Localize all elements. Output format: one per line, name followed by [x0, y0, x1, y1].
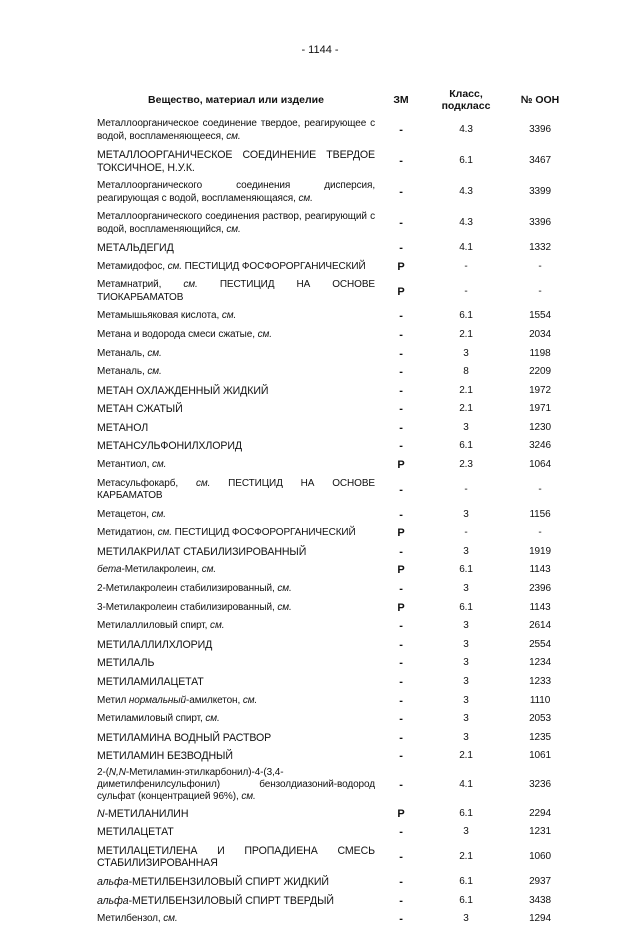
zm-cell: P: [397, 807, 405, 820]
italic-text: см.: [163, 913, 178, 925]
substance-text: Метантиол,: [97, 459, 153, 471]
substance-cell: [97, 456, 375, 475]
table-row: [97, 823, 575, 842]
substances-table: [97, 85, 575, 929]
zm-cell: -: [399, 155, 403, 168]
un-number-cell: 2034: [529, 328, 551, 340]
substance-text: МЕТАН ОХЛАЖДЕННЫЙ ЖИДКИЙ: [97, 384, 269, 397]
substance-text: -Метиламин-этилкарбонил)-4-(3,4-диметилфенилсульфонил) бензолдиазоний-водород сульфат (концентрацией 96%),: [97, 766, 375, 803]
substance-cell: [97, 673, 375, 692]
table-row: [97, 892, 575, 911]
un-number-cell: 1143: [529, 601, 551, 613]
substance-text: Метил: [97, 694, 129, 706]
table-row: [97, 617, 575, 636]
substance-cell: [97, 382, 375, 401]
zm-cell: -: [399, 583, 403, 596]
class-cell: 6.1: [459, 601, 473, 613]
substance-text: Метамышьяковая кислота,: [97, 310, 222, 322]
class-cell: -: [464, 260, 468, 272]
un-number-cell: 2937: [529, 876, 551, 888]
zm-cell: -: [399, 731, 403, 744]
table-row: [97, 710, 575, 729]
zm-cell: -: [399, 779, 403, 792]
italic-text: см.: [277, 601, 292, 613]
table-row: [97, 326, 575, 345]
table-row: [97, 276, 575, 307]
class-cell: 6.1: [459, 564, 473, 576]
un-number-cell: 2554: [529, 638, 551, 650]
substance-text: МЕТИЛАМИЛАЦЕТАТ: [97, 676, 204, 689]
zm-cell: -: [399, 242, 403, 255]
un-number-cell: 2053: [529, 713, 551, 725]
substance-text: МЕТАНОЛ: [97, 421, 149, 434]
zm-cell: -: [399, 894, 403, 907]
class-cell: 6.1: [459, 876, 473, 888]
substance-cell: [97, 729, 375, 748]
class-cell: 4.1: [459, 779, 473, 791]
substance-cell: [97, 691, 375, 710]
substance-cell: [97, 326, 375, 345]
italic-text: см.: [221, 310, 237, 322]
un-number-cell: 1235: [529, 731, 551, 743]
italic-text: см.: [205, 713, 220, 725]
un-number-cell: 3438: [529, 894, 551, 906]
table-row: [97, 842, 575, 873]
table-row: [97, 580, 575, 599]
class-cell: 6.1: [459, 440, 473, 452]
substance-cell: [97, 710, 375, 729]
substance-cell: [97, 823, 375, 842]
un-number-cell: -: [538, 527, 542, 539]
substance-text: Метидатион,: [97, 527, 158, 539]
substance-text: -Метилакролеин,: [121, 564, 202, 576]
substance-cell: [97, 599, 375, 618]
un-number-cell: 3399: [529, 186, 551, 198]
substance-cell: [97, 747, 375, 766]
class-cell: 3: [463, 713, 469, 725]
italic-text: см.: [183, 279, 198, 291]
class-cell: 2.1: [459, 328, 473, 340]
table-header-row: [97, 85, 575, 115]
zm-cell: P: [397, 601, 405, 614]
substance-text: -МЕТИЛАНИЛИН: [104, 807, 189, 820]
italic-text: N: [97, 807, 105, 820]
table-row: [97, 400, 575, 419]
class-cell: 2.1: [459, 750, 473, 762]
italic-text: см.: [277, 583, 292, 595]
substance-cell: [97, 543, 375, 562]
page-number: - 1144 -: [301, 44, 339, 56]
substance-text: ПЕСТИЦИД ФОСФОРОРГАНИЧЕСКИЙ: [181, 260, 366, 272]
substance-cell: [97, 873, 375, 892]
zm-cell: -: [399, 328, 403, 341]
un-number-cell: 1230: [529, 421, 551, 433]
un-number-cell: 1060: [529, 851, 551, 863]
italic-text: см.: [201, 564, 217, 576]
zm-cell: P: [397, 285, 405, 298]
zm-cell: -: [399, 750, 403, 763]
class-cell: 2.1: [459, 403, 473, 415]
substance-cell: [97, 506, 375, 525]
class-cell: 3: [463, 508, 469, 520]
un-number-cell: 1064: [529, 459, 551, 471]
substance-cell: [97, 561, 375, 580]
table-row: [97, 747, 575, 766]
table-row: [97, 258, 575, 277]
class-cell: 6.1: [459, 894, 473, 906]
substance-text: ПЕСТИЦИД НА ОСНОВЕ КАРБАМАТОВ: [97, 477, 375, 502]
substance-text: Метамидофос,: [97, 260, 168, 272]
italic-text: см.: [195, 477, 211, 489]
italic-text: см.: [257, 328, 272, 340]
substance-text: Метасульфокарб,: [97, 477, 196, 489]
table-row: [97, 307, 575, 326]
italic-text: бета: [97, 564, 122, 576]
un-number-cell: -: [538, 483, 542, 495]
substance-text: МЕТИЛАМИНА ВОДНЫЙ РАСТВОР: [97, 731, 272, 744]
substance-cell: [97, 805, 375, 824]
zm-cell: -: [399, 713, 403, 726]
italic-text: см.: [241, 791, 256, 803]
table-row: [97, 766, 575, 805]
table-row: [97, 599, 575, 618]
substance-cell: [97, 617, 375, 636]
substance-text: МЕТИЛАЛЬ: [97, 657, 155, 670]
class-cell: -: [464, 527, 468, 539]
header-class-line2: подкласс: [441, 100, 491, 112]
table-row: [97, 239, 575, 258]
table-row: [97, 910, 575, 929]
header-zm: ЗМ: [393, 94, 409, 106]
table-row: [97, 382, 575, 401]
substance-text: Металлоорганическое соединение твердое, реагирующее с водой, воспламеняющееся,: [97, 118, 375, 142]
un-number-cell: 1156: [529, 508, 551, 520]
substance-text: Метаналь,: [97, 366, 148, 378]
substance-cell: [97, 419, 375, 438]
class-cell: 3: [463, 620, 469, 632]
substance-text: Метиламиловый спирт,: [97, 713, 206, 725]
substance-text: МЕТИЛАМИН БЕЗВОДНЫЙ: [97, 750, 233, 763]
un-number-cell: 1919: [529, 545, 551, 557]
substance-cell: [97, 307, 375, 326]
un-number-cell: 3236: [529, 779, 551, 791]
zm-cell: P: [397, 527, 405, 540]
un-number-cell: 3396: [529, 217, 551, 229]
un-number-cell: 3396: [529, 124, 551, 136]
zm-cell: -: [399, 620, 403, 633]
substance-cell: [97, 654, 375, 673]
substance-cell: [97, 146, 375, 177]
italic-text: см.: [242, 694, 258, 706]
substance-text: Металлоорганического соединения дисперсия, реагирующая с водой, воспламеняющаяся,: [97, 180, 375, 204]
zm-cell: -: [399, 186, 403, 199]
class-cell: 3: [463, 694, 469, 706]
substance-text: Метилбензол,: [97, 913, 164, 925]
italic-text: N,N: [108, 766, 126, 778]
italic-text: см.: [147, 347, 162, 359]
class-cell: 3: [463, 421, 469, 433]
table-row: [97, 506, 575, 525]
class-cell: -: [464, 483, 468, 495]
un-number-cell: -: [538, 285, 542, 297]
table-row: [97, 729, 575, 748]
table-row: [97, 561, 575, 580]
class-cell: 3: [463, 676, 469, 688]
class-cell: 2.1: [459, 384, 473, 396]
un-number-cell: 1061: [529, 750, 551, 762]
substance-text: МЕТАЛЛООРГАНИЧЕСКОЕ СОЕДИНЕНИЕ ТВЕРДОЕ ТОКСИЧНОЕ, Н.У.К.: [97, 149, 375, 174]
table-row: [97, 363, 575, 382]
zm-cell: -: [399, 913, 403, 926]
italic-text: см.: [298, 192, 313, 204]
substance-text: МЕТИЛАЦЕТАТ: [97, 826, 174, 839]
un-number-cell: 1110: [529, 694, 551, 706]
substance-cell: [97, 475, 375, 506]
substance-text: МЕТАН СЖАТЫЙ: [97, 403, 183, 416]
table-row: [97, 524, 575, 543]
table-row: [97, 146, 575, 177]
substance-cell: [97, 580, 375, 599]
un-number-cell: 1971: [529, 403, 551, 415]
table-row: [97, 543, 575, 562]
substance-cell: [97, 276, 375, 307]
zm-cell: -: [399, 310, 403, 323]
un-number-cell: 2294: [529, 807, 551, 819]
substance-text: Метаналь,: [97, 347, 148, 359]
substance-cell: [97, 437, 375, 456]
italic-text: см.: [151, 508, 166, 520]
header-substance: Вещество, материал или изделие: [148, 94, 324, 106]
zm-cell: -: [399, 508, 403, 521]
zm-cell: -: [399, 876, 403, 889]
zm-cell: -: [399, 545, 403, 558]
class-cell: 3: [463, 638, 469, 650]
class-cell: -: [464, 285, 468, 297]
zm-cell: -: [399, 440, 403, 453]
substance-cell: [97, 344, 375, 363]
substance-cell: [97, 524, 375, 543]
table-row: [97, 673, 575, 692]
substance-text: -МЕТИЛБЕНЗИЛОВЫЙ СПИРТ ЖИДКИЙ: [128, 876, 329, 889]
header-class-line1: Класс,: [449, 88, 483, 100]
substance-text: -амилкетон,: [186, 694, 243, 706]
table-row: [97, 115, 575, 146]
substance-text: 2-(: [97, 766, 109, 778]
un-number-cell: 2614: [529, 620, 551, 632]
table-row: [97, 344, 575, 363]
table-row: [97, 419, 575, 438]
class-cell: 2.3: [459, 459, 473, 471]
class-cell: 3: [463, 731, 469, 743]
italic-text: альфа: [97, 876, 129, 889]
substance-text: МЕТИЛАКРИЛАТ СТАБИЛИЗИРОВАННЫЙ: [97, 545, 307, 558]
un-number-cell: 1143: [529, 564, 551, 576]
substance-cell: [97, 636, 375, 655]
table-row: [97, 177, 575, 208]
header-class: [427, 85, 505, 115]
table-row: [97, 654, 575, 673]
italic-text: см.: [167, 260, 182, 272]
un-number-cell: 1332: [529, 242, 551, 254]
substance-cell: [97, 766, 375, 805]
italic-text: см.: [226, 130, 241, 142]
substance-cell: [97, 892, 375, 911]
class-cell: 4.3: [459, 186, 473, 198]
class-cell: 6.1: [459, 310, 473, 322]
table-row: [97, 208, 575, 239]
zm-cell: -: [399, 694, 403, 707]
table-row: [97, 437, 575, 456]
class-cell: 3: [463, 826, 469, 838]
zm-cell: -: [399, 347, 403, 360]
class-cell: 6.1: [459, 807, 473, 819]
table-row: [97, 456, 575, 475]
class-cell: 3: [463, 583, 469, 595]
substance-text: Метана и водорода смеси сжатые,: [97, 328, 258, 340]
header-un-number: № ООН: [520, 94, 560, 106]
zm-cell: P: [397, 564, 405, 577]
un-number-cell: 1231: [529, 826, 551, 838]
substance-text: ПЕСТИЦИД ФОСФОРОРГАНИЧЕСКИЙ: [171, 527, 356, 539]
un-number-cell: 1198: [529, 347, 551, 359]
un-number-cell: 3246: [529, 440, 551, 452]
italic-text: см.: [210, 620, 225, 632]
substance-cell: [97, 910, 375, 929]
un-number-cell: 3467: [529, 155, 551, 167]
substance-text: МЕТАЛЬДЕГИД: [97, 242, 174, 255]
table-row: [97, 805, 575, 824]
table-row: [97, 873, 575, 892]
italic-text: см.: [157, 527, 172, 539]
substance-text: МЕТИЛАЦЕТИЛЕНА И ПРОПАДИЕНА СМЕСЬ СТАБИЛИЗИРОВАННАЯ: [97, 845, 375, 870]
zm-cell: -: [399, 851, 403, 864]
table-row: [97, 636, 575, 655]
zm-cell: -: [399, 217, 403, 230]
zm-cell: -: [399, 826, 403, 839]
un-number-cell: 2209: [529, 366, 551, 378]
un-number-cell: 1294: [529, 913, 551, 925]
substance-cell: [97, 363, 375, 382]
un-number-cell: 2396: [529, 583, 551, 595]
substance-text: МЕТАНСУЛЬФОНИЛХЛОРИД: [97, 440, 242, 453]
italic-text: альфа: [97, 894, 129, 907]
class-cell: 4.3: [459, 217, 473, 229]
table-body: [97, 115, 575, 929]
zm-cell: -: [399, 366, 403, 379]
zm-cell: P: [397, 459, 405, 472]
zm-cell: P: [397, 260, 405, 273]
substance-text: 3-Метилакролеин стабилизированный,: [97, 601, 278, 613]
class-cell: 4.3: [459, 124, 473, 136]
class-cell: 3: [463, 913, 469, 925]
substance-text: Метамнатрий,: [97, 279, 184, 291]
substance-cell: [97, 842, 375, 873]
class-cell: 8: [463, 366, 469, 378]
zm-cell: -: [399, 421, 403, 434]
zm-cell: -: [399, 384, 403, 397]
substance-text: ПЕСТИЦИД НА ОСНОВЕ ТИОКАРБАМАТОВ: [97, 279, 375, 303]
substance-text: Металлоорганического соединения раствор, реагирующий с водой, воспламеняющийся,: [97, 211, 375, 235]
class-cell: 3: [463, 657, 469, 669]
substance-text: 2-Метилакролеин стабилизированный,: [97, 583, 278, 595]
un-number-cell: 1234: [529, 657, 551, 669]
zm-cell: -: [399, 657, 403, 670]
italic-text: см.: [226, 223, 241, 235]
class-cell: 2.1: [459, 851, 473, 863]
class-cell: 3: [463, 545, 469, 557]
table-row: [97, 691, 575, 710]
substance-cell: [97, 208, 375, 239]
zm-cell: -: [399, 403, 403, 416]
substance-cell: [97, 115, 375, 146]
italic-text: нормальный: [128, 694, 186, 706]
substance-text: Метацетон,: [97, 508, 152, 520]
zm-cell: -: [399, 676, 403, 689]
class-cell: 4.1: [459, 242, 473, 254]
un-number-cell: 1233: [529, 676, 551, 688]
substance-text: -МЕТИЛБЕНЗИЛОВЫЙ СПИРТ ТВЕРДЫЙ: [128, 894, 334, 907]
substance-cell: [97, 239, 375, 258]
un-number-cell: 1972: [529, 384, 551, 396]
class-cell: 3: [463, 347, 469, 359]
zm-cell: -: [399, 124, 403, 137]
table-row: [97, 475, 575, 506]
italic-text: см.: [152, 459, 167, 471]
zm-cell: -: [399, 483, 403, 496]
class-cell: 6.1: [459, 155, 473, 167]
zm-cell: -: [399, 638, 403, 651]
italic-text: см.: [147, 366, 162, 378]
substance-cell: [97, 258, 375, 277]
substance-cell: [97, 400, 375, 419]
substance-text: МЕТИЛАЛЛИЛХЛОРИД: [97, 638, 213, 651]
un-number-cell: 1554: [529, 310, 551, 322]
un-number-cell: -: [538, 260, 542, 272]
substance-text: Метилаллиловый спирт,: [97, 620, 211, 632]
substance-cell: [97, 177, 375, 208]
